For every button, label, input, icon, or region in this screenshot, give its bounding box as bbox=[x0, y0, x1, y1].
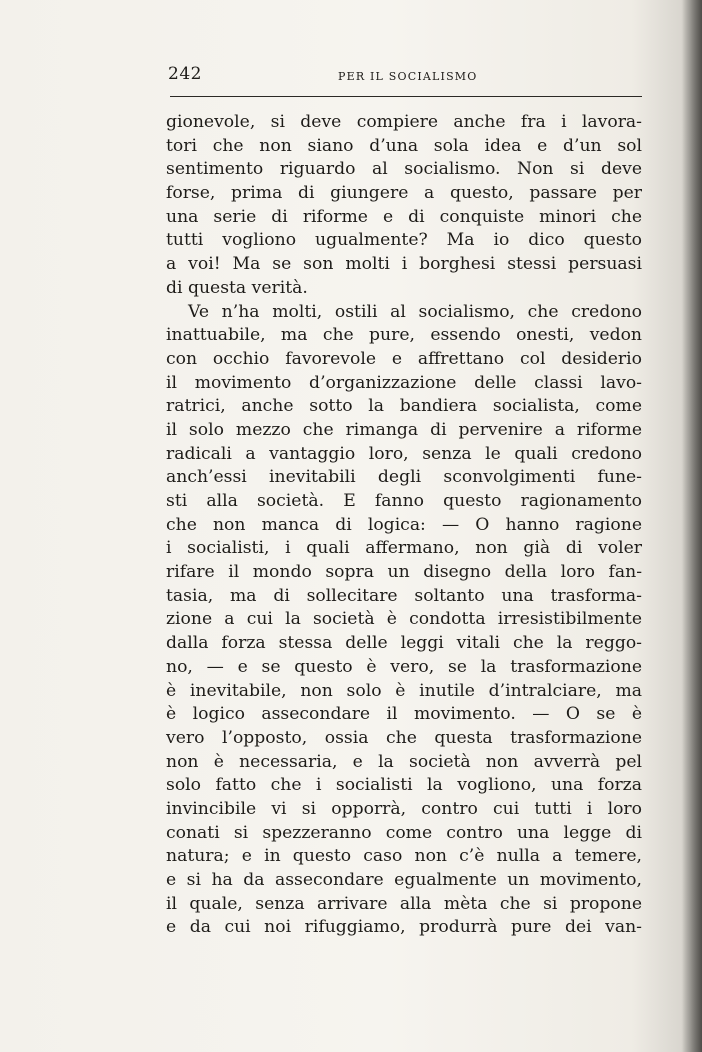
text-line: rifare il mondo sopra un disegno della loro fan- bbox=[166, 562, 642, 583]
text-line: tutti vogliono ugualmente? Ma io dico questo bbox=[166, 230, 642, 251]
text-line: sentimento riguardo al socialismo. Non si deve bbox=[166, 159, 642, 180]
text-line: no, — e se questo è vero, se la trasformazione bbox=[166, 656, 642, 677]
text-line: ratrici, anche sotto la bandiera socialista, come bbox=[166, 396, 642, 417]
running-title: PER IL SOCIALISMO bbox=[338, 70, 478, 83]
page-header bbox=[168, 60, 648, 90]
text-line: non è necessaria, e la società non avverrà pel bbox=[166, 751, 642, 772]
text-line: il movimento d’organizzazione delle classi lavo- bbox=[166, 372, 642, 393]
text-line: e da cui noi rifuggiamo, produrrà pure dei van- bbox=[166, 917, 642, 938]
text-line: natura; e in questo caso non c’è nulla a temere, bbox=[166, 846, 642, 867]
text-line: tasia, ma di sollecitare soltanto una trasforma- bbox=[166, 585, 642, 606]
page-edge-shadow bbox=[682, 0, 702, 1052]
text-line: zione a cui la società è condotta irresistibilmente bbox=[166, 609, 642, 630]
text-line: i socialisti, i quali affermano, non già di voler bbox=[166, 538, 642, 559]
text-line: anch’essi inevitabili degli sconvolgimenti fune- bbox=[166, 467, 642, 488]
text-line: inattuabile, ma che pure, essendo onesti, vedon bbox=[166, 325, 642, 346]
text-line: tori che non siano d’una sola idea e d’un sol bbox=[166, 135, 642, 156]
text-line: sti alla società. E fanno questo ragionamento bbox=[166, 491, 642, 511]
text-line: vero l’opposto, ossia che questa trasformazione bbox=[166, 727, 642, 748]
text-line: il quale, senza arrivare alla mèta che si propone bbox=[166, 893, 642, 914]
text-line: che non manca di logica: — O hanno ragione bbox=[166, 514, 642, 535]
text-line: a voi! Ma se son molti i borghesi stessi persuasi bbox=[166, 254, 642, 275]
text-line: gionevole, si deve compiere anche fra i lavora- bbox=[166, 112, 642, 132]
text-line: è inevitabile, non solo è inutile d’intralciare, ma bbox=[166, 680, 642, 701]
paragraph-start-line: Ve n’ha molti, ostili al socialismo, che credono bbox=[188, 301, 642, 322]
text-line: e si ha da assecondare egualmente un movimento, bbox=[166, 870, 642, 890]
text-line: il solo mezzo che rimanga di pervenire a riforme bbox=[166, 419, 642, 440]
text-line: solo fatto che i socialisti la vogliono, una forza bbox=[166, 775, 642, 796]
text-line: radicali a vantaggio loro, senza le quali credono bbox=[166, 443, 642, 464]
body-text bbox=[166, 111, 642, 940]
text-line: di questa verità. bbox=[166, 277, 308, 298]
text-line: invincibile vi si opporrà, contro cui tutti i loro bbox=[166, 798, 642, 819]
text-line: forse, prima di giungere a questo, passare per bbox=[166, 183, 642, 204]
page-number: 242 bbox=[168, 64, 202, 84]
text-line: con occhio favorevole e affrettano col desiderio bbox=[166, 348, 642, 369]
text-line: una serie di riforme e di conquiste minori che bbox=[166, 206, 642, 227]
text-line: dalla forza stessa delle leggi vitali che la reggo- bbox=[166, 633, 642, 654]
text-line: è logico assecondare il movimento. — O se è bbox=[166, 704, 642, 725]
header-rule bbox=[170, 96, 642, 97]
text-line: conati si spezzeranno come contro una legge di bbox=[166, 822, 642, 843]
